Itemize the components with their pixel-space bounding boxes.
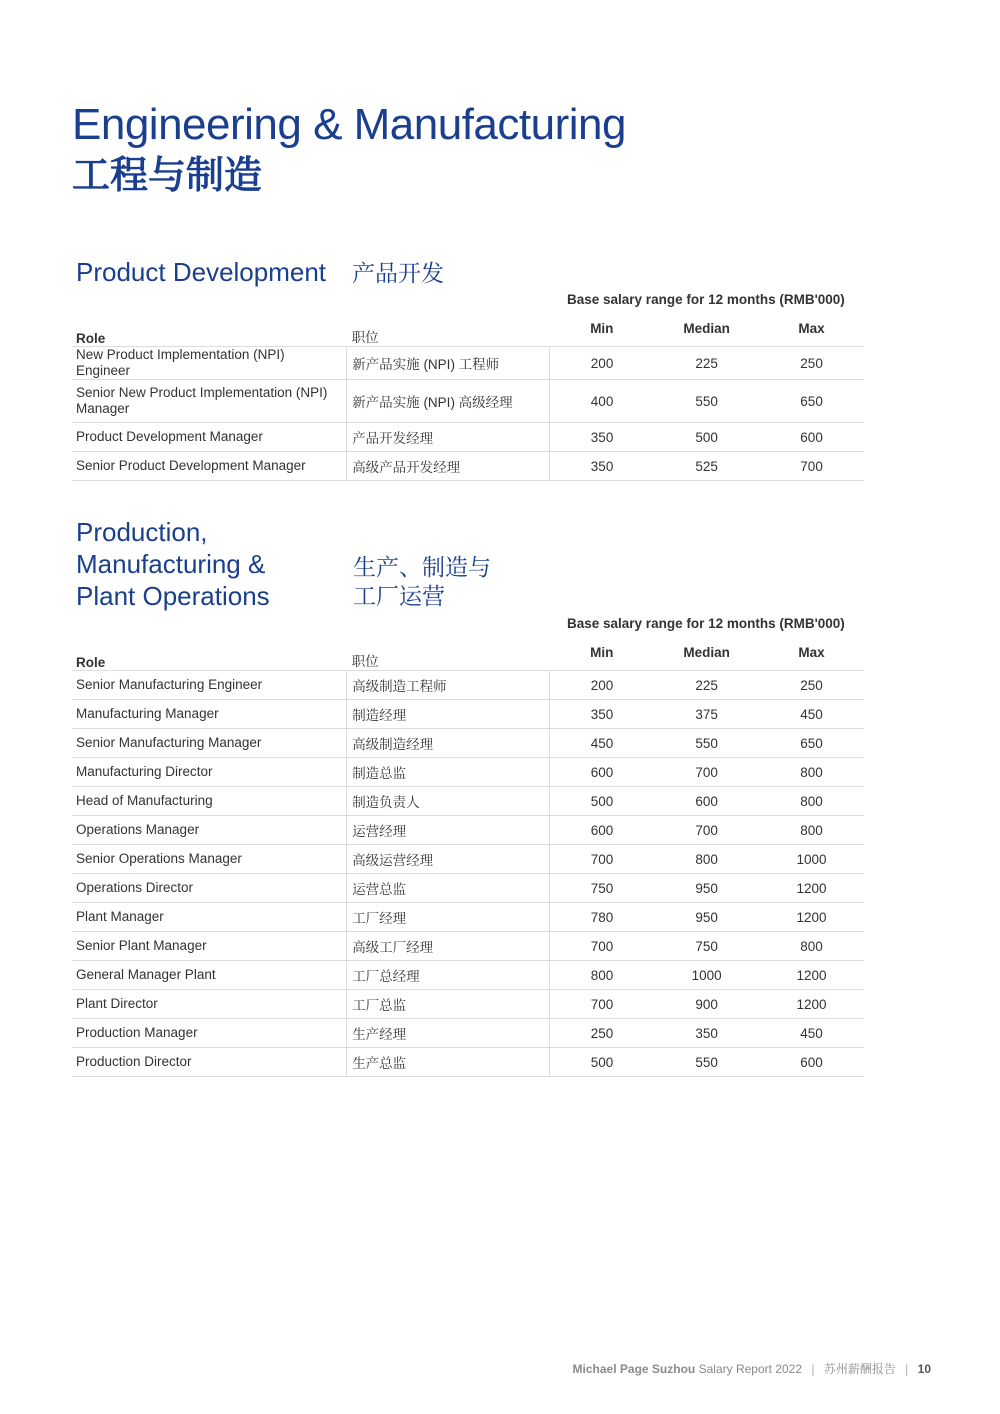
- role-cell: General Manager Plant: [72, 961, 347, 990]
- median-salary-cell: 800: [654, 845, 759, 874]
- section-title-line: Production,: [76, 517, 208, 547]
- header-role: Role: [76, 331, 106, 346]
- table-row: [72, 845, 864, 874]
- role-chinese-cell: 高级制造经理: [347, 729, 550, 758]
- role-cell: Senior Product Development Manager: [72, 452, 347, 481]
- min-salary-cell: 200: [549, 671, 654, 700]
- role-cell: Product Development Manager: [72, 423, 347, 452]
- table-row: [72, 1048, 864, 1077]
- median-salary-cell: 500: [654, 423, 759, 452]
- max-salary-cell: 1200: [759, 903, 864, 932]
- header-max: Max: [798, 320, 825, 336]
- max-salary-cell: 800: [759, 758, 864, 787]
- role-cell: Manufacturing Manager: [72, 700, 347, 729]
- median-salary-cell: 750: [654, 932, 759, 961]
- header-role-chinese: 职位: [351, 654, 379, 669]
- role-cell: Plant Manager: [72, 903, 347, 932]
- role-cell: Operations Manager: [72, 816, 347, 845]
- role-chinese-cell: 工厂经理: [347, 903, 550, 932]
- role-cell: New Product Implementation (NPI) Engineer: [72, 347, 347, 380]
- role-cell: Senior Manufacturing Engineer: [72, 671, 347, 700]
- role-chinese-cell: 制造总监: [347, 758, 550, 787]
- max-salary-cell: 800: [759, 932, 864, 961]
- table-row: [72, 787, 864, 816]
- max-salary-cell: 800: [759, 816, 864, 845]
- max-salary-cell: 250: [759, 347, 864, 380]
- role-cell: Manufacturing Director: [72, 758, 347, 787]
- table-row: [72, 380, 864, 423]
- role-cell: Head of Manufacturing: [72, 787, 347, 816]
- role-cell: Production Director: [72, 1048, 347, 1077]
- role-chinese-cell: 生产经理: [347, 1019, 550, 1048]
- salary-range-caption: Base salary range for 12 months (RMB'000): [567, 616, 845, 631]
- footer-report-title-chinese: 苏州薪酬报告: [823, 1362, 896, 1376]
- median-salary-cell: 550: [654, 1048, 759, 1077]
- role-cell: Senior Manufacturing Manager: [72, 729, 347, 758]
- page-footer: [573, 1360, 931, 1377]
- role-chinese-cell: 制造负责人: [347, 787, 550, 816]
- role-cell: Operations Director: [72, 874, 347, 903]
- median-salary-cell: 700: [654, 758, 759, 787]
- role-chinese-cell: 高级产品开发经理: [347, 452, 550, 481]
- role-chinese-cell: 新产品实施 (NPI) 工程师: [347, 347, 550, 380]
- table-row: [72, 874, 864, 903]
- role-chinese-cell: 高级工厂经理: [347, 932, 550, 961]
- median-salary-cell: 350: [654, 1019, 759, 1048]
- min-salary-cell: 700: [549, 990, 654, 1019]
- max-salary-cell: 1200: [759, 874, 864, 903]
- role-chinese-cell: 高级制造工程师: [347, 671, 550, 700]
- min-salary-cell: 500: [549, 1048, 654, 1077]
- min-salary-cell: 400: [549, 380, 654, 423]
- max-salary-cell: 450: [759, 700, 864, 729]
- section-title-product-development-chinese: 产品开发: [352, 260, 444, 286]
- median-salary-cell: 1000: [654, 961, 759, 990]
- role-cell: Senior New Product Implementation (NPI) Manager: [72, 380, 347, 423]
- max-salary-cell: 250: [759, 671, 864, 700]
- section-title-production-manufacturing: [76, 516, 270, 612]
- max-salary-cell: 450: [759, 1019, 864, 1048]
- table-row: [72, 423, 864, 452]
- max-salary-cell: 600: [759, 423, 864, 452]
- section-title-line: 工厂运营: [353, 583, 445, 609]
- min-salary-cell: 450: [549, 729, 654, 758]
- role-chinese-cell: 新产品实施 (NPI) 高级经理: [347, 380, 550, 423]
- table-row: [72, 990, 864, 1019]
- section-title-line: Plant Operations: [76, 581, 270, 611]
- page-title-chinese: 工程与制造: [72, 155, 263, 197]
- salary-range-caption: Base salary range for 12 months (RMB'000): [567, 292, 845, 307]
- max-salary-cell: 1200: [759, 990, 864, 1019]
- median-salary-cell: 950: [654, 874, 759, 903]
- section-title-product-development: Product Development: [76, 257, 327, 287]
- median-salary-cell: 900: [654, 990, 759, 1019]
- table-header-row: [72, 638, 864, 671]
- table-row: [72, 1019, 864, 1048]
- footer-report-title: Salary Report 2022: [698, 1362, 802, 1376]
- role-cell: Production Manager: [72, 1019, 347, 1048]
- min-salary-cell: 600: [549, 758, 654, 787]
- median-salary-cell: 950: [654, 903, 759, 932]
- role-cell: Senior Operations Manager: [72, 845, 347, 874]
- footer-separator: |: [811, 1362, 815, 1376]
- table-row: [72, 671, 864, 700]
- table-row: [72, 961, 864, 990]
- header-min: Min: [590, 644, 614, 660]
- median-salary-cell: 375: [654, 700, 759, 729]
- median-salary-cell: 600: [654, 787, 759, 816]
- page-number: 10: [917, 1362, 931, 1376]
- section-title-line: 生产、制造与: [353, 554, 491, 580]
- table-row: [72, 452, 864, 481]
- production-salary-table: [72, 638, 864, 1077]
- median-salary-cell: 225: [654, 347, 759, 380]
- table-header-row: [72, 314, 864, 347]
- role-chinese-cell: 高级运营经理: [347, 845, 550, 874]
- median-salary-cell: 550: [654, 729, 759, 758]
- header-max: Max: [798, 644, 825, 660]
- header-role: Role: [76, 655, 106, 670]
- role-chinese-cell: 制造经理: [347, 700, 550, 729]
- header-role-chinese: 职位: [351, 330, 379, 345]
- min-salary-cell: 700: [549, 845, 654, 874]
- min-salary-cell: 780: [549, 903, 654, 932]
- section-title-production-manufacturing-chinese: [353, 553, 491, 611]
- section-title-line: Manufacturing &: [76, 549, 266, 579]
- role-chinese-cell: 产品开发经理: [347, 423, 550, 452]
- table-row: [72, 700, 864, 729]
- table-row: [72, 932, 864, 961]
- table-row: [72, 729, 864, 758]
- table-row: [72, 758, 864, 787]
- min-salary-cell: 200: [549, 347, 654, 380]
- role-cell: Senior Plant Manager: [72, 932, 347, 961]
- max-salary-cell: 700: [759, 452, 864, 481]
- max-salary-cell: 600: [759, 1048, 864, 1077]
- min-salary-cell: 600: [549, 816, 654, 845]
- max-salary-cell: 650: [759, 729, 864, 758]
- role-chinese-cell: 运营总监: [347, 874, 550, 903]
- min-salary-cell: 250: [549, 1019, 654, 1048]
- min-salary-cell: 350: [549, 452, 654, 481]
- table-row: [72, 903, 864, 932]
- min-salary-cell: 700: [549, 932, 654, 961]
- min-salary-cell: 350: [549, 700, 654, 729]
- role-chinese-cell: 工厂总经理: [347, 961, 550, 990]
- header-median: Median: [683, 320, 730, 336]
- max-salary-cell: 1200: [759, 961, 864, 990]
- role-chinese-cell: 生产总监: [347, 1048, 550, 1077]
- min-salary-cell: 350: [549, 423, 654, 452]
- median-salary-cell: 700: [654, 816, 759, 845]
- footer-separator: |: [905, 1362, 909, 1376]
- min-salary-cell: 500: [549, 787, 654, 816]
- table-row: [72, 816, 864, 845]
- min-salary-cell: 800: [549, 961, 654, 990]
- median-salary-cell: 225: [654, 671, 759, 700]
- role-chinese-cell: 运营经理: [347, 816, 550, 845]
- median-salary-cell: 525: [654, 452, 759, 481]
- role-chinese-cell: 工厂总监: [347, 990, 550, 1019]
- max-salary-cell: 650: [759, 380, 864, 423]
- min-salary-cell: 750: [549, 874, 654, 903]
- header-median: Median: [683, 644, 730, 660]
- page-title: Engineering & Manufacturing: [72, 100, 626, 149]
- footer-brand: Michael Page Suzhou: [572, 1362, 696, 1376]
- header-min: Min: [590, 320, 614, 336]
- table-row: [72, 347, 864, 380]
- max-salary-cell: 800: [759, 787, 864, 816]
- product-development-salary-table: [72, 314, 864, 481]
- median-salary-cell: 550: [654, 380, 759, 423]
- max-salary-cell: 1000: [759, 845, 864, 874]
- role-cell: Plant Director: [72, 990, 347, 1019]
